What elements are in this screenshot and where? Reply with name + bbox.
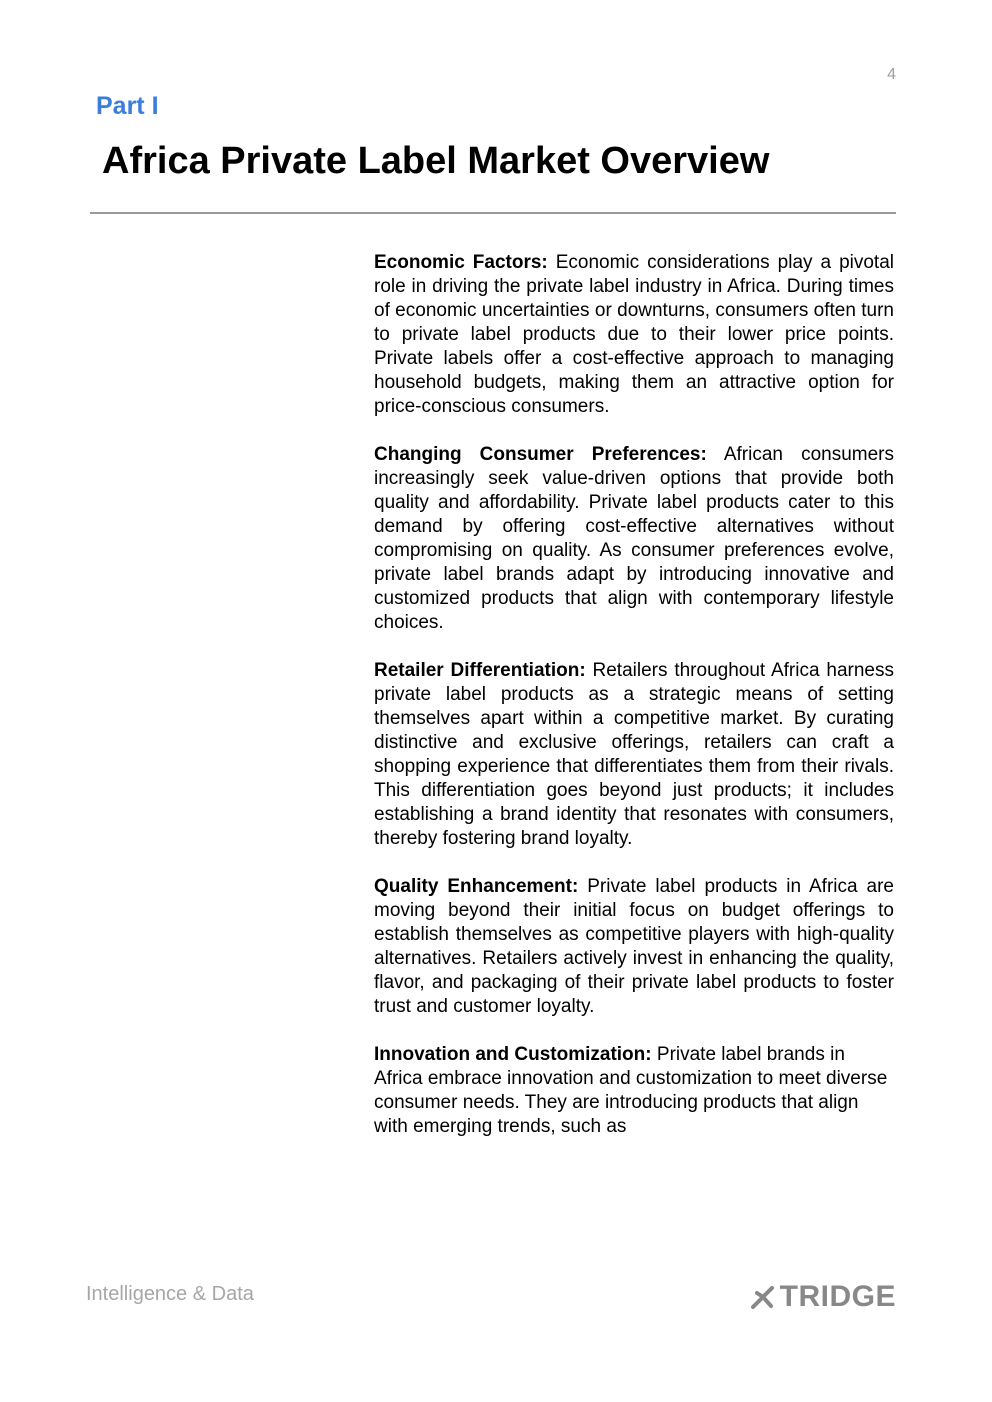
section-heading: Retailer Differentiation: (374, 660, 586, 681)
page-number: 4 (887, 66, 896, 83)
section-changing-consumer-preferences (374, 443, 894, 635)
tridge-logo (750, 1280, 896, 1314)
page-title: Africa Private Label Market Overview (102, 140, 770, 182)
section-innovation-and-customization (374, 1043, 894, 1139)
section-text: Private label brands in Africa embrace innovation and customization to meet diverse consumer needs. They are introducing products that align with emerging trends, such as (374, 1044, 888, 1137)
section-heading: Innovation and Customization: (374, 1044, 652, 1065)
footer-tagline: Intelligence & Data (86, 1283, 254, 1305)
body-content (374, 251, 894, 1163)
section-retailer-differentiation (374, 659, 894, 851)
section-heading: Quality Enhancement: (374, 876, 579, 897)
tridge-mark-icon (750, 1284, 776, 1310)
part-label: Part I (96, 92, 159, 120)
section-heading: Economic Factors: (374, 252, 548, 273)
section-text: Economic considerations play a pivotal role in driving the private label industry in Africa. During times of economic uncertainties or downturns, consumers often turn to private label products due to their lower price points. Private labels offer a cost-effective approach to managing household budgets, making them an attractive option for price-conscious consumers. (374, 252, 894, 417)
tridge-logo-text: TRIDGE (779, 1280, 896, 1313)
section-economic-factors (374, 251, 894, 419)
section-text: Retailers throughout Africa harness private label products as a strategic means of setting themselves apart within a competitive market. By curating distinctive and exclusive offerings, retailers can craft a shopping experience that differentiates them from their rivals. This differentiation goes beyond just products; it includes establishing a brand identity that resonates with consumers, thereby fostering brand loyalty. (374, 660, 894, 849)
title-divider (90, 212, 896, 214)
section-quality-enhancement (374, 875, 894, 1019)
section-text: African consumers increasingly seek value-driven options that provide both quality and affordability. Private label products cater to this demand by offering cost-effective alternatives without compromising on quality. As consumer preferences evolve, private label brands adapt by introducing innovative and customized products that align with contemporary lifestyle choices. (374, 444, 894, 633)
section-heading: Changing Consumer Preferences: (374, 444, 707, 465)
section-text: Private label products in Africa are moving beyond their initial focus on budget offerings to establish themselves as competitive players with high-quality alternatives. Retailers actively invest in enhancing the quality, flavor, and packaging of their private label products to foster trust and customer loyalty. (374, 876, 894, 1017)
